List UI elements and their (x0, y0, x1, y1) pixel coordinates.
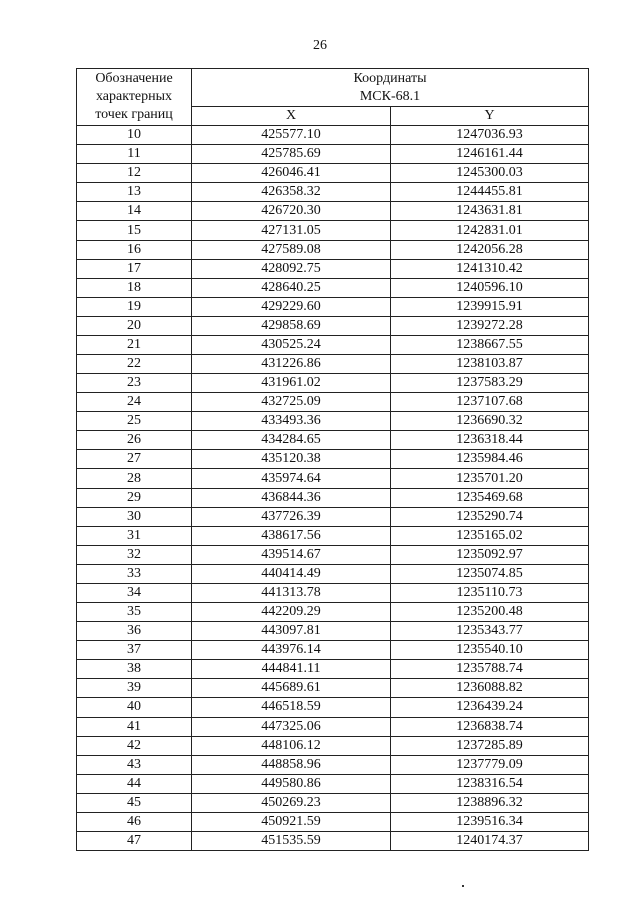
y-coordinate-cell: 1236439.24 (391, 698, 589, 717)
table-row (77, 679, 589, 698)
x-coordinate-cell: 431226.86 (192, 355, 391, 374)
y-coordinate-cell: 1235469.68 (391, 488, 589, 507)
y-coordinate-cell: 1236088.82 (391, 679, 589, 698)
table-row (77, 259, 589, 278)
y-coordinate-cell: 1235343.77 (391, 622, 589, 641)
point-number-cell: 45 (77, 793, 192, 812)
x-coordinate-cell: 429858.69 (192, 316, 391, 335)
point-number-cell: 43 (77, 755, 192, 774)
point-number-cell: 18 (77, 278, 192, 297)
table-row (77, 164, 589, 183)
table-row (77, 450, 589, 469)
y-coordinate-cell: 1241310.42 (391, 259, 589, 278)
x-coordinate-cell: 426720.30 (192, 202, 391, 221)
point-number-cell: 36 (77, 622, 192, 641)
x-coordinate-cell: 431961.02 (192, 374, 391, 393)
x-coordinate-cell: 449580.86 (192, 774, 391, 793)
x-coordinate-cell: 426046.41 (192, 164, 391, 183)
point-number-cell: 16 (77, 240, 192, 259)
y-coordinate-cell: 1235788.74 (391, 660, 589, 679)
y-coordinate-cell: 1245300.03 (391, 164, 589, 183)
x-coordinate-cell: 448106.12 (192, 736, 391, 755)
point-number-cell: 10 (77, 126, 192, 145)
coordinates-table (76, 68, 589, 851)
page-number: 26 (313, 38, 327, 53)
table-row (77, 774, 589, 793)
point-number-cell: 26 (77, 431, 192, 450)
coordinate-system-name: МСК-68.1 (359, 88, 421, 104)
y-coordinate-cell: 1238316.54 (391, 774, 589, 793)
x-coordinate-cell: 448858.96 (192, 755, 391, 774)
point-number-cell: 30 (77, 507, 192, 526)
x-coordinate-cell: 429229.60 (192, 297, 391, 316)
table-row (77, 526, 589, 545)
x-coordinate-cell: 440414.49 (192, 564, 391, 583)
x-coordinate-cell: 435974.64 (192, 469, 391, 488)
table-row (77, 660, 589, 679)
table-row (77, 755, 589, 774)
y-coordinate-cell: 1237583.29 (391, 374, 589, 393)
table-row (77, 278, 589, 297)
y-coordinate-cell: 1239272.28 (391, 316, 589, 335)
table-row (77, 126, 589, 145)
x-coordinate-cell: 443097.81 (192, 622, 391, 641)
y-coordinate-cell: 1235290.74 (391, 507, 589, 526)
point-number-cell: 29 (77, 488, 192, 507)
scan-speck (462, 885, 464, 887)
x-coordinate-cell: 451535.59 (192, 831, 391, 850)
table-row (77, 698, 589, 717)
y-coordinate-cell: 1247036.93 (391, 126, 589, 145)
y-coordinate-cell: 1235984.46 (391, 450, 589, 469)
y-coordinate-cell: 1235110.73 (391, 583, 589, 602)
table-row (77, 316, 589, 335)
table-row (77, 564, 589, 583)
point-number-cell: 14 (77, 202, 192, 221)
point-number-cell: 44 (77, 774, 192, 793)
y-coordinate-cell: 1235092.97 (391, 545, 589, 564)
x-coordinate-cell: 426358.32 (192, 183, 391, 202)
x-coordinate-cell: 450921.59 (192, 812, 391, 831)
point-number-cell: 19 (77, 297, 192, 316)
y-coordinate-cell: 1235701.20 (391, 469, 589, 488)
x-coordinate-cell: 432725.09 (192, 393, 391, 412)
y-coordinate-cell: 1240596.10 (391, 278, 589, 297)
y-coordinate-cell: 1237285.89 (391, 736, 589, 755)
x-coordinate-cell: 436844.36 (192, 488, 391, 507)
y-coordinate-cell: 1235200.48 (391, 603, 589, 622)
x-coordinate-cell: 427131.05 (192, 221, 391, 240)
x-coordinate-cell: 439514.67 (192, 545, 391, 564)
x-coordinate-cell: 445689.61 (192, 679, 391, 698)
table-row (77, 412, 589, 431)
table-row (77, 297, 589, 316)
coordinates-title: Координаты (353, 70, 427, 86)
y-coordinate-cell: 1244455.81 (391, 183, 589, 202)
x-coordinate-cell: 438617.56 (192, 526, 391, 545)
table-row (77, 507, 589, 526)
x-coordinate-cell: 442209.29 (192, 603, 391, 622)
y-coordinate-cell: 1242831.01 (391, 221, 589, 240)
point-number-cell: 32 (77, 545, 192, 564)
point-number-cell: 35 (77, 603, 192, 622)
point-number-cell: 41 (77, 717, 192, 736)
table-row (77, 545, 589, 564)
table-row (77, 831, 589, 850)
point-header-line-2: характерных (95, 89, 173, 105)
y-coordinate-cell: 1240174.37 (391, 831, 589, 850)
table-row (77, 240, 589, 259)
point-number-cell: 21 (77, 335, 192, 354)
table-row (77, 469, 589, 488)
x-coordinate-cell: 437726.39 (192, 507, 391, 526)
table-row (77, 603, 589, 622)
point-number-cell: 24 (77, 393, 192, 412)
point-number-cell: 20 (77, 316, 192, 335)
table-row (77, 793, 589, 812)
table-row (77, 183, 589, 202)
table-row (77, 355, 589, 374)
x-coordinate-cell: 443976.14 (192, 641, 391, 660)
y-coordinate-cell: 1238667.55 (391, 335, 589, 354)
y-coordinate-cell: 1242056.28 (391, 240, 589, 259)
y-coordinate-cell: 1243631.81 (391, 202, 589, 221)
y-coordinate-cell: 1236318.44 (391, 431, 589, 450)
point-number-cell: 31 (77, 526, 192, 545)
point-number-cell: 37 (77, 641, 192, 660)
x-coordinate-cell: 427589.08 (192, 240, 391, 259)
y-coordinate-cell: 1246161.44 (391, 145, 589, 164)
x-coordinate-cell: 425785.69 (192, 145, 391, 164)
table-row (77, 221, 589, 240)
point-number-cell: 27 (77, 450, 192, 469)
y-coordinate-cell: 1238103.87 (391, 355, 589, 374)
x-coordinate-cell: 434284.65 (192, 431, 391, 450)
y-coordinate-cell: 1235165.02 (391, 526, 589, 545)
point-header-line-1: Обозначение (95, 71, 173, 87)
x-coordinate-cell: 428640.25 (192, 278, 391, 297)
y-coordinate-cell: 1239516.34 (391, 812, 589, 831)
table-row (77, 622, 589, 641)
y-coordinate-cell: 1235540.10 (391, 641, 589, 660)
x-coordinate-cell: 433493.36 (192, 412, 391, 431)
point-number-cell: 40 (77, 698, 192, 717)
point-number-cell: 28 (77, 469, 192, 488)
x-column-header: X (192, 107, 391, 126)
table-row (77, 488, 589, 507)
y-coordinate-cell: 1237779.09 (391, 755, 589, 774)
x-coordinate-cell: 441313.78 (192, 583, 391, 602)
point-number-cell: 11 (77, 145, 192, 164)
x-coordinate-cell: 446518.59 (192, 698, 391, 717)
y-coordinate-cell: 1239915.91 (391, 297, 589, 316)
table-row (77, 431, 589, 450)
point-number-cell: 13 (77, 183, 192, 202)
y-coordinate-cell: 1236690.32 (391, 412, 589, 431)
point-header-line-3: точек границ (95, 107, 173, 123)
point-number-cell: 38 (77, 660, 192, 679)
point-number-cell: 33 (77, 564, 192, 583)
point-number-cell: 23 (77, 374, 192, 393)
point-number-cell: 34 (77, 583, 192, 602)
point-number-cell: 25 (77, 412, 192, 431)
point-number-cell: 17 (77, 259, 192, 278)
table-row (77, 812, 589, 831)
y-coordinate-cell: 1235074.85 (391, 564, 589, 583)
x-coordinate-cell: 444841.11 (192, 660, 391, 679)
coordinates-header (192, 69, 589, 107)
y-column-header: Y (391, 107, 589, 126)
point-number-cell: 46 (77, 812, 192, 831)
point-number-cell: 15 (77, 221, 192, 240)
table-row (77, 393, 589, 412)
point-number-cell: 12 (77, 164, 192, 183)
table-row (77, 335, 589, 354)
point-designation-header (77, 69, 192, 126)
point-number-cell: 47 (77, 831, 192, 850)
table-row (77, 374, 589, 393)
table-row (77, 583, 589, 602)
x-coordinate-cell: 450269.23 (192, 793, 391, 812)
point-number-cell: 39 (77, 679, 192, 698)
table-row (77, 145, 589, 164)
x-coordinate-cell: 425577.10 (192, 126, 391, 145)
x-coordinate-cell: 430525.24 (192, 335, 391, 354)
table-row (77, 202, 589, 221)
table-row (77, 641, 589, 660)
y-coordinate-cell: 1237107.68 (391, 393, 589, 412)
y-coordinate-cell: 1236838.74 (391, 717, 589, 736)
x-coordinate-cell: 447325.06 (192, 717, 391, 736)
x-coordinate-cell: 428092.75 (192, 259, 391, 278)
table-header (77, 69, 589, 126)
point-number-cell: 22 (77, 355, 192, 374)
table-body (77, 126, 589, 851)
x-coordinate-cell: 435120.38 (192, 450, 391, 469)
table-row (77, 736, 589, 755)
table-row (77, 717, 589, 736)
point-number-cell: 42 (77, 736, 192, 755)
y-coordinate-cell: 1238896.32 (391, 793, 589, 812)
